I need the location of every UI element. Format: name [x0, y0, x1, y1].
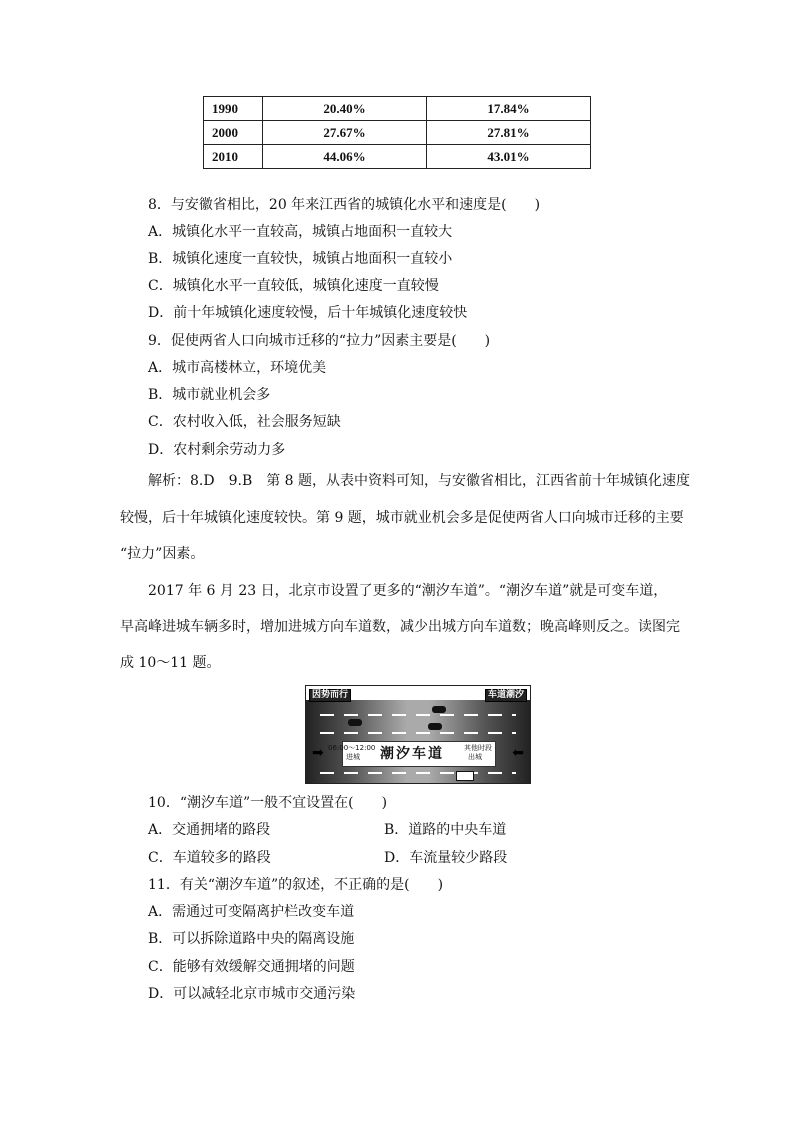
q9-option-d: D．农村剩余劳动力多 — [148, 442, 286, 458]
q11-stem: 11．有关“潮汐车道”的叙述，不正确的是( ) — [148, 877, 444, 893]
urbanization-table — [203, 96, 591, 169]
car-icon — [348, 719, 362, 726]
year-cell: 1990 — [204, 97, 263, 121]
q11-option-c: C．能够有效缓解交通拥堵的问题 — [148, 959, 355, 975]
lane-divider — [320, 772, 516, 774]
value-cell: 17.84% — [427, 97, 591, 121]
inbound-label: 进城 — [346, 753, 360, 761]
year-cell: 2000 — [204, 121, 263, 145]
q8-option-a: A．城镇化水平一直较高，城镇占地面积一直较大 — [148, 224, 453, 240]
q11-option-b: B．可以拆除道路中央的隔离设施 — [148, 931, 355, 947]
q8-option-c: C．城镇化水平一直较低，城镇化速度一直较慢 — [148, 278, 439, 294]
intro-line-1: 2017 年 6 月 23 日，北京市设置了更多的“潮汐车道”。“潮汐车道”就是可变车道， — [148, 583, 668, 599]
lane-divider — [320, 732, 516, 734]
car-icon — [428, 723, 442, 730]
arrow-left-icon: ⬅ — [512, 745, 524, 761]
q9-option-a: A．城市高楼林立，环境优美 — [148, 360, 327, 376]
figure-title: 潮汐车道 — [380, 746, 444, 762]
q8-stem: 8．与安徽省相比，20 年来江西省的城镇化水平和速度是( ) — [148, 197, 541, 213]
q11-option-d: D．可以减轻北京市城市交通污染 — [148, 986, 356, 1002]
table-row — [204, 145, 591, 169]
value-cell: 27.81% — [427, 121, 591, 145]
arrow-right-icon: ➡ — [312, 745, 324, 761]
table-row — [204, 97, 591, 121]
intro-line-3: 成 10～11 题。 — [120, 655, 221, 671]
year-cell: 2010 — [204, 145, 263, 169]
q8-option-b: B．城镇化速度一直较快，城镇占地面积一直较小 — [148, 251, 453, 267]
outbound-label: 出城 — [468, 753, 482, 761]
table-row — [204, 121, 591, 145]
value-cell: 27.67% — [263, 121, 427, 145]
q11-option-a: A．需通过可变隔离护栏改变车道 — [148, 904, 355, 920]
lane-divider — [320, 714, 516, 716]
intro-line-2: 早高峰进城车辆多时，增加进城方向车道数，减少出城方向车道数；晚高峰则反之。读图完 — [120, 619, 680, 635]
q8-option-d: D．前十年城镇化速度较慢，后十年城镇化速度较快 — [148, 305, 468, 321]
q9-option-c: C．农村收入低，社会服务短缺 — [148, 414, 341, 430]
analysis-line-3: “拉力”因素。 — [120, 546, 205, 562]
q10-stem: 10．“潮汐车道”一般不宜设置在( ) — [148, 795, 388, 811]
q10-option-b: B．道路的中央车道 — [384, 822, 507, 838]
figure-tag-right: 车道潮汐 — [485, 689, 527, 702]
value-cell: 20.40% — [263, 97, 427, 121]
car-icon — [432, 706, 446, 713]
outbound-time: 其他时段 — [464, 744, 492, 752]
q10-option-d: D．车流量较少路段 — [384, 850, 508, 866]
tidal-lane-figure — [305, 685, 531, 784]
figure-tag-left: 因势而行 — [309, 689, 351, 702]
inbound-time: 06:00～12:00 — [328, 744, 376, 752]
value-cell: 43.01% — [427, 145, 591, 169]
q9-stem: 9．促使两省人口向城市迁移的“拉力”因素主要是( ) — [148, 333, 491, 349]
q10-option-c: C．车道较多的路段 — [148, 850, 271, 866]
q9-option-b: B．城市就业机会多 — [148, 387, 271, 403]
bus-icon — [456, 771, 474, 781]
value-cell: 44.06% — [263, 145, 427, 169]
analysis-line-2: 较慢，后十年城镇化速度较快。第 9 题，城市就业机会多是促使两省人口向城市迁移的主要 — [120, 510, 684, 526]
analysis-line-1: 解析：8.D 9.B 第 8 题，从表中资料可知，与安徽省相比，江西省前十年城镇化速度 — [148, 473, 691, 489]
q10-option-a: A．交通拥堵的路段 — [148, 822, 271, 838]
